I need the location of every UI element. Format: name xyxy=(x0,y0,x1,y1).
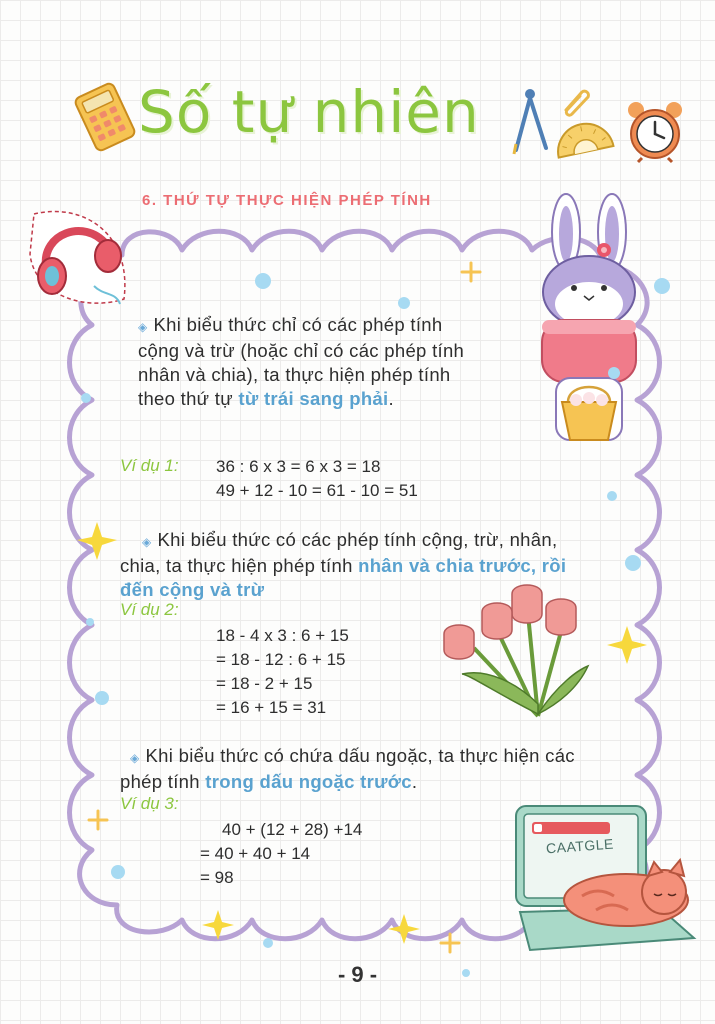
example-3-label: Ví dụ 3: xyxy=(120,794,179,813)
rule-1-paragraph xyxy=(138,313,488,411)
laptop-screen-text: CAATGLE xyxy=(545,835,615,857)
equation-line: = 18 - 2 + 15 xyxy=(216,674,313,693)
equation-line: = 18 - 12 : 6 + 15 xyxy=(216,650,346,669)
equation-line: 36 : 6 x 3 = 6 x 3 = 18 xyxy=(216,457,381,476)
rule-1-highlight: từ trái sang phải xyxy=(238,388,389,409)
rule-2-paragraph xyxy=(120,528,588,602)
bullet-icon: ◈ xyxy=(138,320,148,334)
tulip-bouquet-illustration xyxy=(438,584,594,724)
rule-3-highlight: trong dấu ngoặc trước xyxy=(205,771,412,792)
rule-3-paragraph xyxy=(120,744,620,794)
rule-1-text-end: . xyxy=(388,388,394,409)
equation-line: = 98 xyxy=(200,868,234,887)
example-1-label: Ví dụ 1: xyxy=(120,456,179,475)
equation-line: = 16 + 15 = 31 xyxy=(216,698,327,717)
rule-3-text: Khi biểu thức có chứa dấu ngoặc, ta thực hiện các phép tính xyxy=(120,745,575,792)
section-heading: 6. THỨ TỰ THỰC HIỆN PHÉP TÍNH xyxy=(142,192,432,209)
equation-line: 49 + 12 - 10 = 61 - 10 = 51 xyxy=(216,481,418,500)
bullet-icon: ◈ xyxy=(142,535,152,549)
example-1-equations xyxy=(216,455,418,503)
rule-1-text: Khi biểu thức chỉ có các phép tính cộng và trừ (hoặc chỉ có các phép tính nhân và chia), ta thực hiện phép tính theo thứ tự xyxy=(138,314,465,409)
equation-line: 40 + (12 + 28) +14 xyxy=(222,820,363,839)
bullet-icon: ◈ xyxy=(130,751,140,765)
rule-2-highlight: nhân và chia trước, rồi đến cộng và trừ xyxy=(120,555,567,600)
page-number: - 9 - xyxy=(337,962,378,987)
page-title: Số tự nhiên xyxy=(138,78,480,146)
rule-2-text: Khi biểu thức có các phép tính cộng, trừ, nhân, chia, ta thực hiện phép tính xyxy=(120,529,558,576)
equation-line: = 40 + 40 + 14 xyxy=(200,844,311,863)
example-2-label: Ví dụ 2: xyxy=(120,600,179,619)
laptop-cat-illustration xyxy=(510,800,700,970)
rule-3-text-end: . xyxy=(411,771,418,792)
equation-line: 18 - 4 x 3 : 6 + 15 xyxy=(216,626,349,645)
example-2-equations xyxy=(216,624,349,720)
